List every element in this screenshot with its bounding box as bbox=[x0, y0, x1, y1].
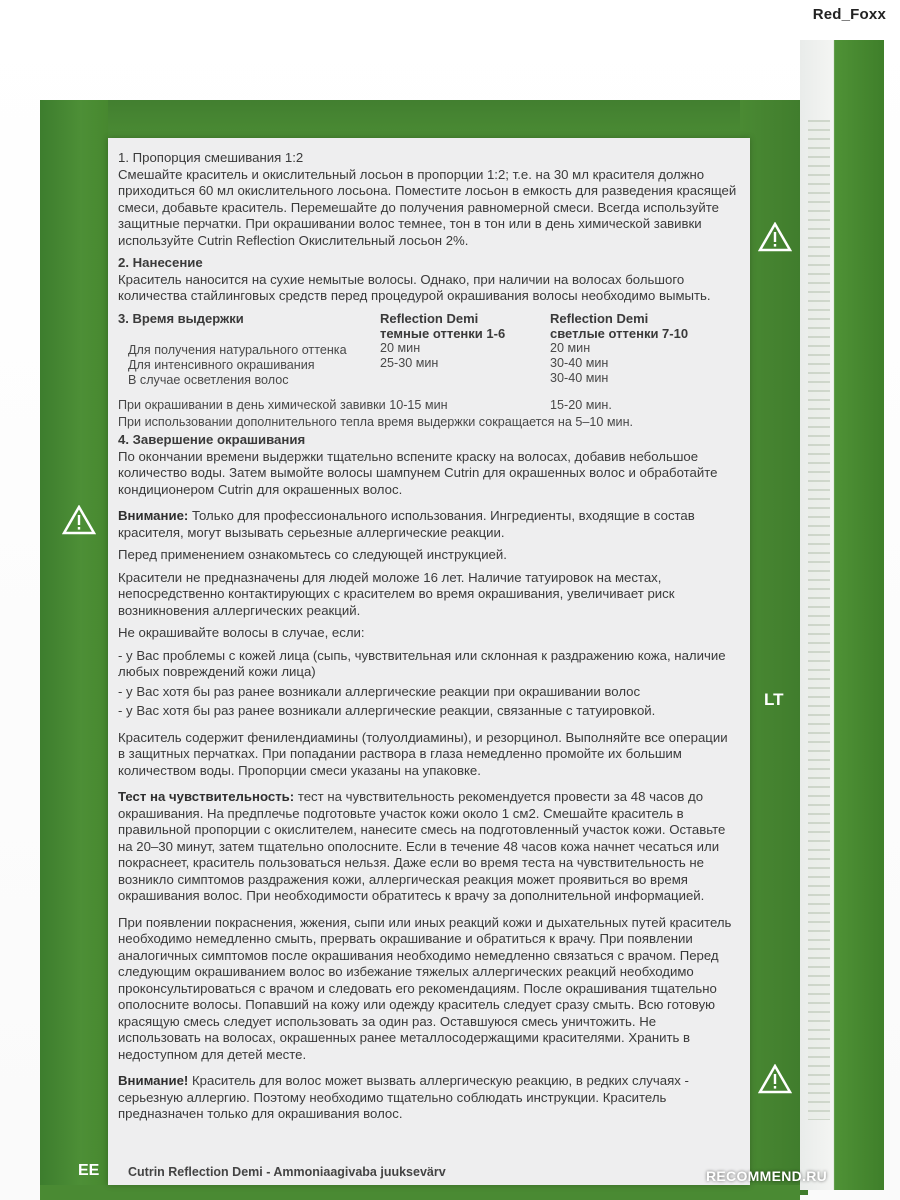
sensitivity-test-text: тест на чувствительность рекомендуется провести за 48 часов до окрашивания. На предплечье подготовьте участок кожи около 1 см2. Смешайте краситель в правильной пропорции с окислителем, нанесите смесь на подготовленный участок кожи. Оставьте на 20–30 минут, затем тщательно ополосните. Если в течение 48 часов кожа начнет чесаться или покраснеет, краситель пользоваться нельзя. Даже если во время теста на чувствительность не возникло симптомов раздражения кожи, аллергическая реакция может проявиться во время окрашивания волос. При необходимости обратитесь к врачу за дополнительной информацией. bbox=[118, 789, 726, 903]
column-header-dark-1: Reflection Demi bbox=[380, 310, 479, 326]
leaflet-green-border-top bbox=[40, 100, 800, 140]
section-1-text: Смешайте краситель и окислительный лосьон в пропорции 1:2; т.е. на 30 мл красителя должно приходиться 60 мл окислительного лосьона. Поместите лосьон в емкость для разведения красящей смеси, добавьте краситель. Перемешайте до получения равномерной смеси. Всегда используйте защитные перчатки. При окрашивании волос темнее, тон в тон или в день химической завивки используйте Cutrin Reflection Окислительный лосьон 2%. bbox=[118, 166, 737, 248]
attention-final-paragraph bbox=[118, 1073, 738, 1123]
sensitivity-test-label: Тест на чувствительность: bbox=[118, 789, 295, 804]
attention-final-label: Внимание! bbox=[118, 1073, 189, 1088]
instruction-text bbox=[118, 150, 738, 1129]
timing-row-label: При окрашивании в день химической завивки 10-15 мин bbox=[118, 397, 448, 412]
language-label-ee: EE bbox=[78, 1162, 100, 1179]
timing-row-perm bbox=[118, 397, 738, 414]
ingredients-paragraph: Краситель содержит фенилендиамины (толуолдиамины), и резорцинол. Выполняйте все операции в защитных перчатках. При попадании раствора в глаза немедленно промойте их большим количеством воды. Пропорции смеси указаны на упаковке. bbox=[118, 729, 728, 778]
leaflet-green-border-right bbox=[740, 100, 808, 1195]
attention-label: Внимание: bbox=[118, 508, 189, 523]
timing-row-dark-value: 25-30 мин bbox=[380, 355, 439, 370]
estonian-section-title: Cutrin Reflection Demi - Ammoniaagivaba juuksevärv bbox=[128, 1165, 446, 1179]
language-label-lt: LT bbox=[764, 690, 784, 709]
timing-row-label: Для получения натурального оттенка bbox=[128, 342, 347, 357]
timing-row-light-value: 15-20 мин. bbox=[550, 397, 612, 412]
bullet-item: - у Вас проблемы с кожей лица (сыпь, чувствительная или склонная к раздражению кожа, наличие любых повреждений кожи лица) bbox=[118, 647, 726, 679]
timing-note: При использовании дополнительного тепла время выдержки сокращается на 5–10 мин. bbox=[118, 414, 634, 429]
timing-row-label: Для интенсивного окрашивания bbox=[128, 357, 315, 372]
warning-triangle-icon bbox=[758, 1064, 792, 1094]
timing-row-label: В случае осветления волос bbox=[128, 372, 289, 387]
leaflet-green-border-bottom bbox=[40, 1185, 800, 1200]
bullet-item: - у Вас хотя бы раз ранее возникали аллергические реакции при окрашивании волос bbox=[118, 683, 641, 699]
timing-table bbox=[118, 311, 738, 395]
section-2-text: Краситель наносится на сухие немытые волосы. Однако, при наличии на волосах большого количества стайлинговых средств перед процедурой окрашивания волосы необходимо вымыть. bbox=[118, 271, 711, 303]
sensitivity-test-paragraph bbox=[118, 789, 738, 905]
reaction-paragraph: При появлении покраснения, жжения, сыпи или иных реакций кожи и дыхательных путей краситель необходимо немедленно смыть, прервать окрашивание и обратиться к врачу. При появлении аналогичных симптомов после окрашивания необходимо немедленно связаться с врачом. Перед следующим окрашиванием волос во избежание тяжелых аллергических реакций необходимо проконсультироваться с врачом и следовать его рекомендациям. После окрашивания тщательно ополосните волосы. Попавший на кожу или одежду краситель следует сразу смыть. Всю готовую красящую смесь следует использовать за один раз. Оставшуюся смесь уничтожить. Не использовать на волосах, окрашенных ранее металлосодержащими красителями. Хранить в недоступном для детей месте. bbox=[118, 914, 732, 1062]
timing-row-light-value: 30-40 мин bbox=[550, 355, 609, 370]
section-1-title: 1. Пропорция смешивания 1:2 bbox=[118, 150, 304, 165]
timing-row-dark-value: 20 мин bbox=[380, 340, 421, 355]
attention-final-text: Краситель для волос может вызвать аллергическую реакцию, в редких случаях - серьезную аллергию. Поэтому необходимо тщательно соблюдать инструкции. Краситель предназначен только для окрашивания волос. bbox=[118, 1073, 689, 1121]
section-2-title: 2. Нанесение bbox=[118, 255, 203, 270]
warning-triangle-icon bbox=[62, 505, 96, 535]
section-3-title: 3. Время выдержки bbox=[118, 310, 244, 326]
attention-text: Только для профессионального использования. Ингредиенты, входящие в состав красителя, могут вызывать серьезные аллергические реакции. bbox=[118, 508, 695, 540]
section-4-text: По окончании времени выдержки тщательно вспените краску на волосах, добавив небольшое количество воды. Затем вымойте волосы шампунем Cutrin для окрашенных волос и обработайте кондиционером Cutrin для окрашенных волос. bbox=[118, 448, 718, 497]
leaflet-green-border-left bbox=[40, 100, 108, 1190]
do-not-dye-intro: Не окрашивайте волосы в случае, если: bbox=[118, 625, 365, 640]
watermark-username: Red_Foxx bbox=[812, 6, 886, 23]
site-watermark: RECOMMEND.RU bbox=[706, 1168, 828, 1184]
adjacent-leaflet-page bbox=[800, 40, 884, 1190]
age-restriction: Красители не предназначены для людей моложе 16 лет. Наличие татуировок на местах, непосредственно контактирующих с красителем во время окрашивания, увеличивает риск возникновения аллергических реакций. bbox=[118, 569, 675, 618]
timing-row-light-value: 20 мин bbox=[550, 340, 591, 355]
read-instructions: Перед применением ознакомьтесь со следующей инструкцией. bbox=[118, 547, 507, 562]
column-header-dark-2: темные оттенки 1-6 bbox=[380, 325, 506, 341]
timing-row-light-value: 30-40 мин bbox=[550, 370, 609, 385]
section-4-title: 4. Завершение окрашивания bbox=[118, 432, 306, 447]
column-header-light-2: светлые оттенки 7-10 bbox=[550, 325, 689, 341]
attention-paragraph bbox=[118, 508, 738, 541]
bullet-item: - у Вас хотя бы раз ранее возникали аллергические реакции, связанные с татуировкой. bbox=[118, 703, 656, 718]
column-header-light-1: Reflection Demi bbox=[550, 310, 649, 326]
warning-triangle-icon bbox=[758, 222, 792, 252]
